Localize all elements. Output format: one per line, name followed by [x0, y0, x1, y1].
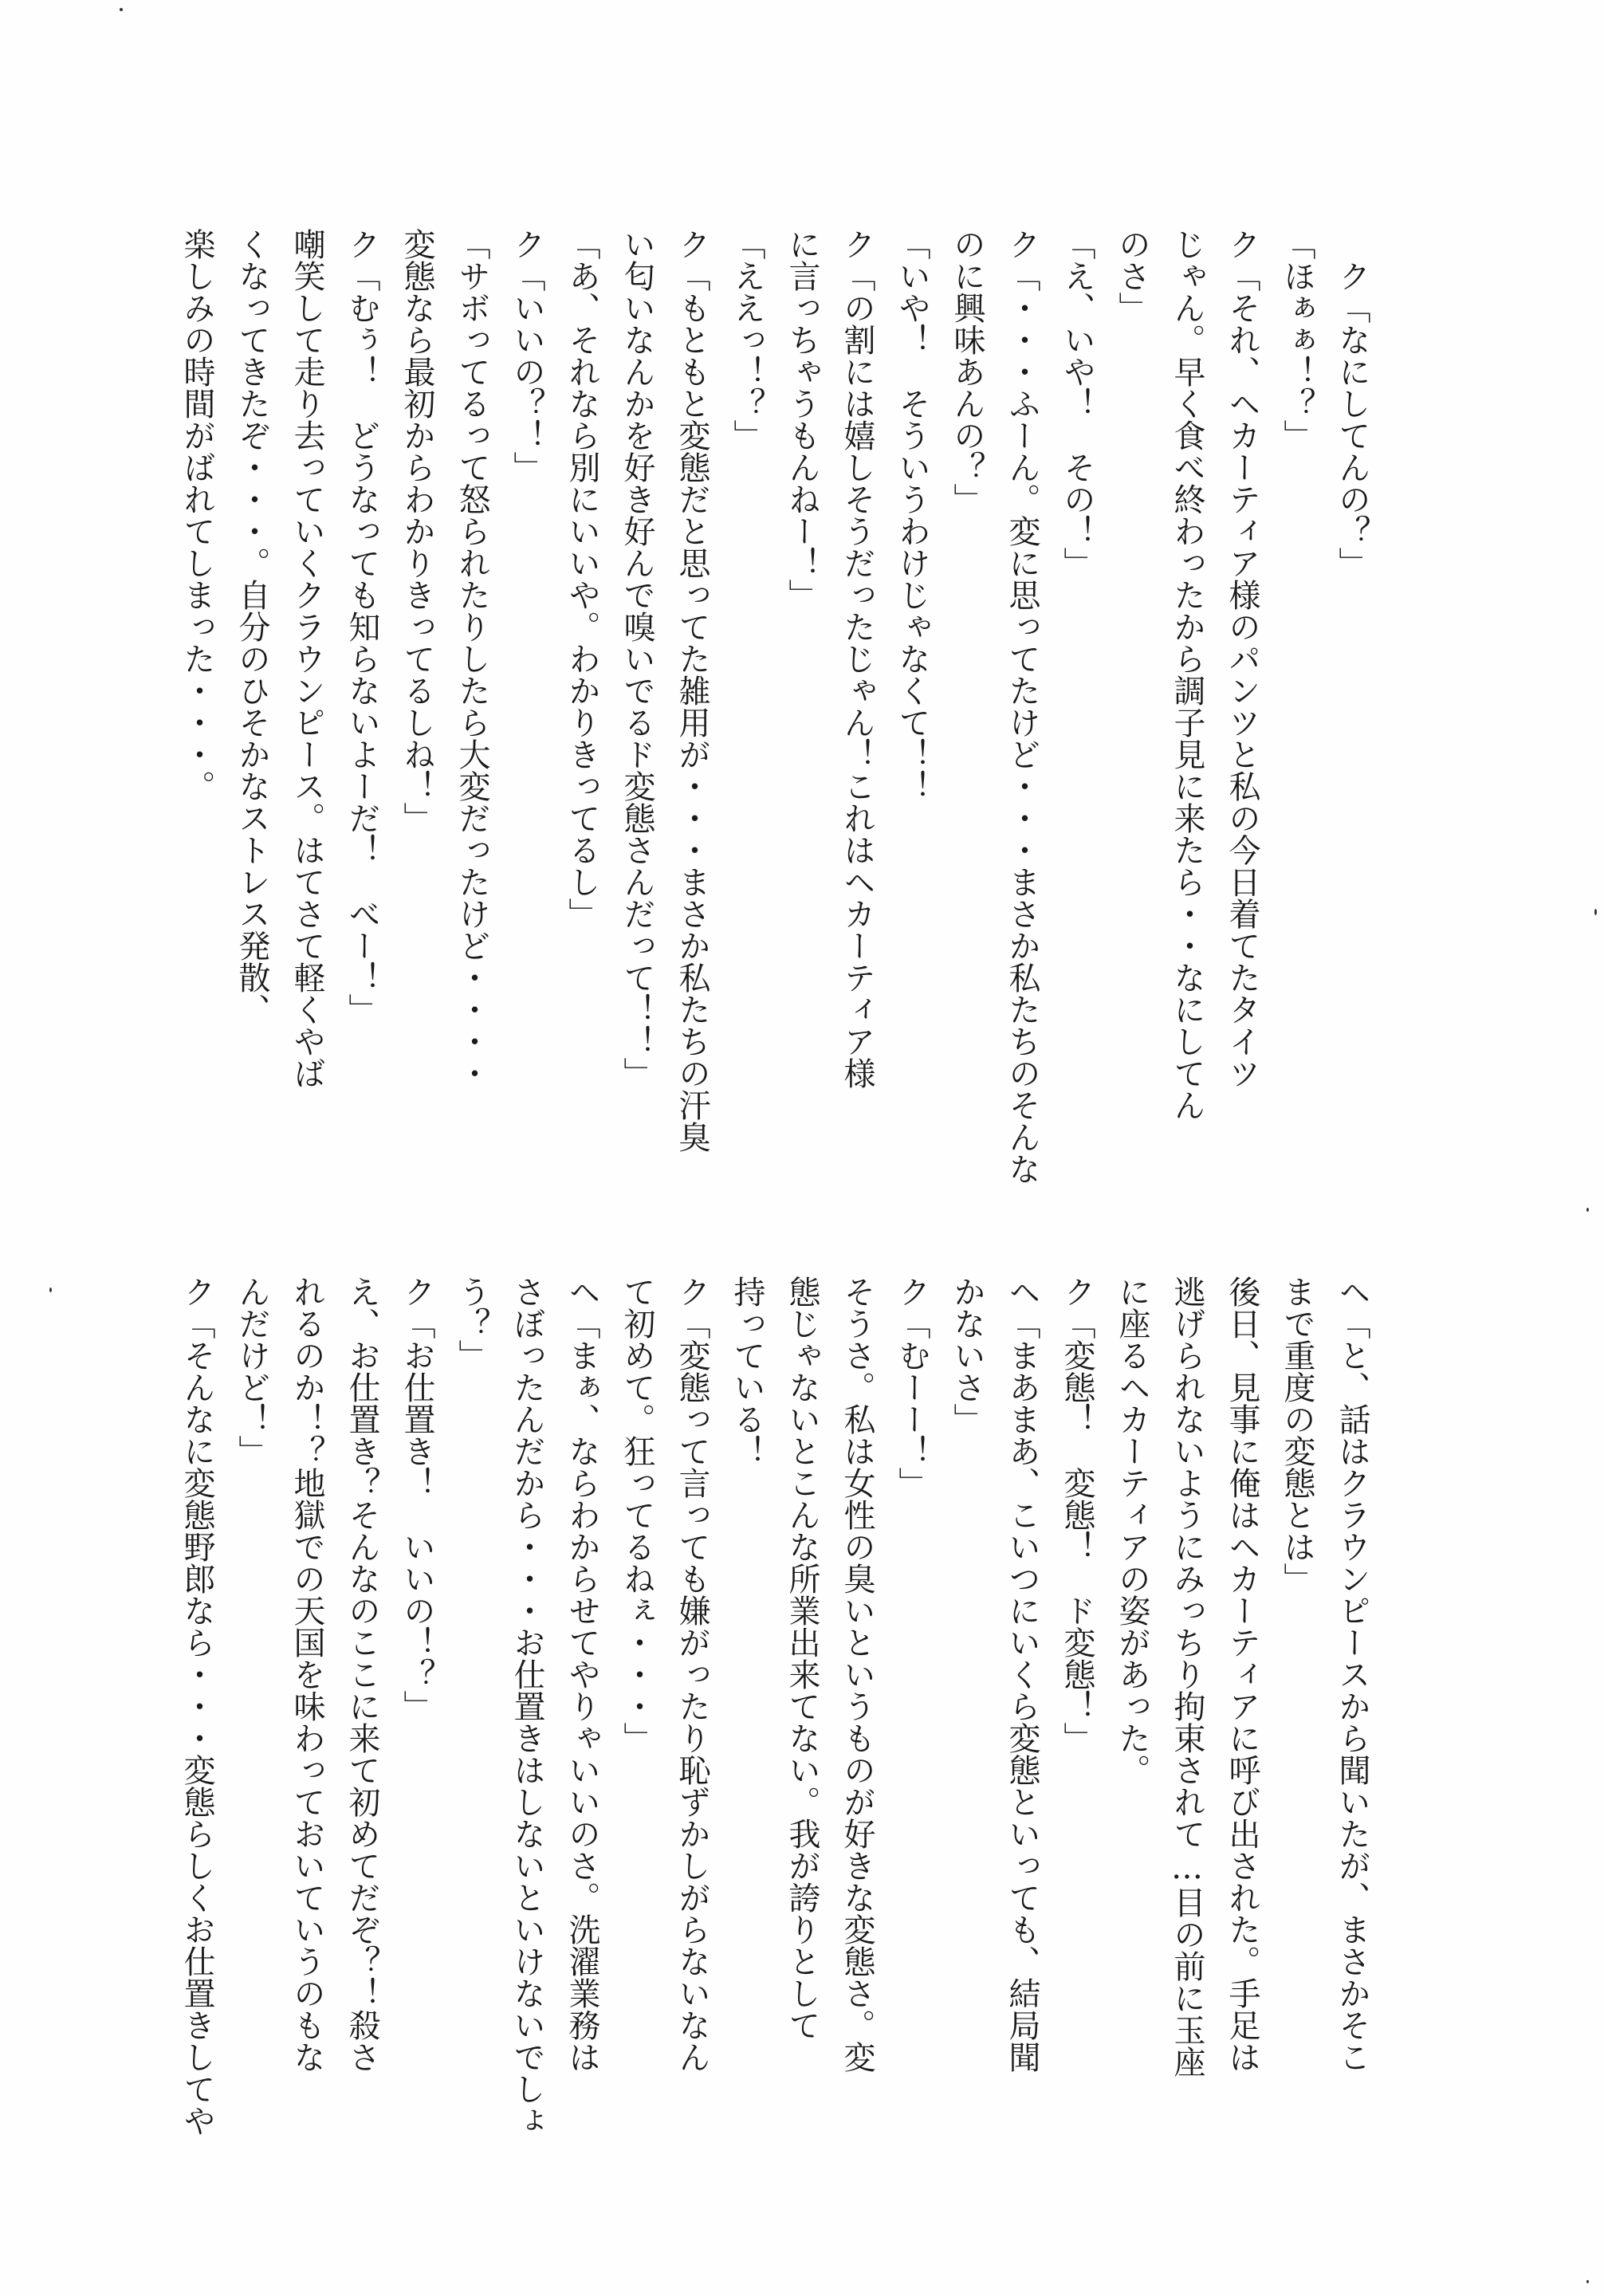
- text-column: に言っちゃうもんねー！」: [784, 228, 820, 611]
- text-column: 変態なら最初からわかりきってるしね！」: [399, 228, 435, 834]
- text-column: ク「・・・ふーん。変に思ってたけど・・・まさか私たちのそんな: [1004, 228, 1040, 1185]
- text-column: 「あ、それなら別にいいや。わかりきってるし」: [564, 228, 600, 930]
- text-column: ヘ「と、話はクラウンピースから聞いたが、まさかそこ: [1334, 1276, 1370, 2073]
- text-column: ク「お仕置き！ いいの！？」: [399, 1276, 435, 1722]
- scan-speck: [120, 8, 123, 11]
- scan-speck: [1594, 909, 1597, 915]
- text-column: ク「むぅ！ どうなっても知らないよーだ！ べー！」: [344, 228, 380, 1025]
- text-column: ク「変態って言っても嫌がったり恥ずかしがらないなん: [674, 1276, 710, 2073]
- scan-speck: [1586, 2280, 1589, 2283]
- text-column: のさ」: [1114, 228, 1150, 324]
- text-column: さぼったんだから・・・お仕置きはしないといけないでしょ: [509, 1276, 545, 2137]
- text-column: ク「それ、ヘカーティア様のパンツと私の今日着てたタイツ: [1224, 228, 1260, 1089]
- text-column: まで重度の変態とは」: [1279, 1276, 1315, 1594]
- text-column: 逃げられないようにみっちり拘束されて…目の前に玉座: [1169, 1276, 1205, 2078]
- text-column: ク「いいの？！」: [509, 228, 545, 483]
- top-text-block: [169, 228, 1379, 1185]
- text-column: 嘲笑して走り去っていくクラウンピース。はてさて軽くやば: [289, 228, 325, 1089]
- text-column: そうさ。私は女性の臭いというものが好きな変態さ。変: [839, 1276, 875, 2073]
- text-column: ク「変態！ 変態！ ド変態！」: [1059, 1276, 1095, 1754]
- text-column: ヘ「まぁ、ならわからせてやりゃいいのさ。洗濯業務は: [564, 1276, 600, 2073]
- text-column: 「ええっ！？」: [729, 228, 765, 451]
- text-column: 「え、いや！ その！」: [1059, 228, 1095, 579]
- text-column: ク「そんなに変態野郎なら・・・変態らしくお仕置きしてや: [179, 1276, 215, 2137]
- text-column: に座るヘカーティアの姿があった。: [1114, 1276, 1150, 1786]
- text-column: う？」: [454, 1276, 490, 1371]
- text-column: ク「なにしてんの？」: [1334, 228, 1370, 579]
- text-column: 「ほぁぁ！？」: [1279, 228, 1315, 451]
- text-column: て初めて。狂ってるねぇ・・・」: [619, 1276, 655, 1754]
- text-column: くなってきたぞ・・・。自分のひそかなストレス発散、: [234, 228, 270, 1025]
- text-column: じゃん。早く食べ終わったから調子見に来たら・・なにしてん: [1169, 228, 1205, 1121]
- scan-speck: [49, 1288, 52, 1292]
- text-column: かないさ」: [949, 1276, 985, 1435]
- text-column: 「サボってるって怒られたりしたら大変だったけど・・・・: [454, 228, 490, 1089]
- text-column: 「いや！ そういうわけじゃなくて！！: [894, 228, 930, 802]
- text-column: のに興味あんの？」: [949, 228, 985, 515]
- text-column: い匂いなんかを好き好んで嗅いでるド変態さんだって！！」: [619, 228, 655, 1089]
- text-column: 楽しみの時間がばれてしまった・・・。: [179, 228, 215, 802]
- text-column: 後日、見事に俺はヘカーティアに呼び出された。手足は: [1224, 1276, 1260, 2073]
- text-column: 持っている！: [729, 1276, 765, 1467]
- text-column: ク「の割には嬉しそうだったじゃん！これはヘカーティア様: [839, 228, 875, 1089]
- text-column: ヘ「まあまあ、こいつにいくら変態といっても、結局聞: [1004, 1276, 1040, 2073]
- text-column: 態じゃないとこんな所業出来てない。我が誇りとして: [784, 1276, 820, 2041]
- text-column: んだけど！」: [234, 1276, 270, 1467]
- text-column: ク「もともと変態だと思ってた雑用が・・・まさか私たちの汗臭: [674, 228, 710, 1153]
- scan-speck: [1586, 1208, 1589, 1212]
- text-column: え、お仕置き？そんなのここに来て初めてだぞ？！殺さ: [344, 1276, 380, 2073]
- bottom-text-block: [169, 1276, 1379, 2137]
- text-column: れるのか！？地獄での天国を味わっておいていうのもな: [289, 1276, 325, 2073]
- text-column: ク「むーー！」: [894, 1276, 930, 1499]
